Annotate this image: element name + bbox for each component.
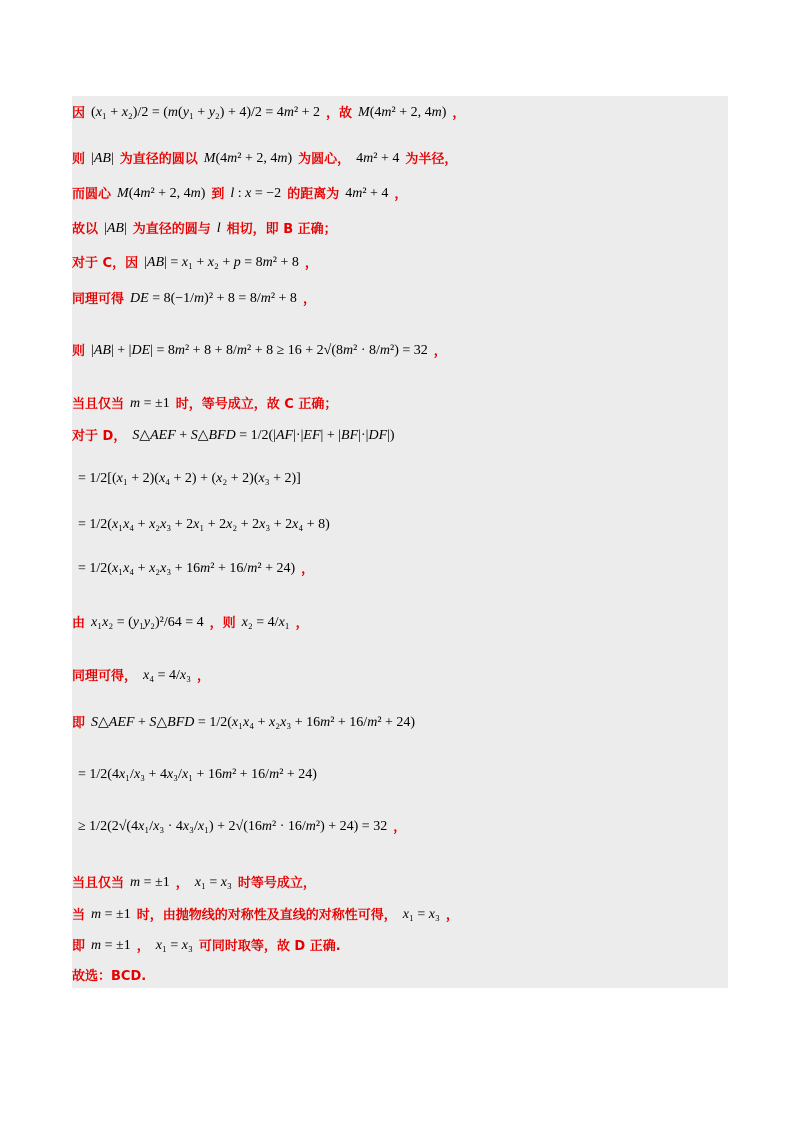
math-expression: x₁x₂ = (y₁y₂)²/64 = 4	[91, 615, 204, 630]
solution-text: 相切，即 B 正确；	[226, 221, 337, 237]
solution-text: 时，等号成立，故 C 正确；	[175, 396, 338, 412]
math-expression: x₁ = x₃	[402, 907, 440, 922]
line-9	[72, 429, 401, 443]
solution-text: ，	[197, 668, 211, 684]
line-19	[72, 908, 459, 922]
solution-text: 为直径的圆与	[132, 221, 211, 237]
solution-text: 当	[72, 907, 86, 923]
solution-text: 当且仅当	[72, 396, 125, 412]
line-11	[72, 518, 336, 532]
math-expression: |AB| + |DE| = 8m² + 8 + 8/m² + 8 ≥ 16 + 2√(8m² · 8/m²) = 32	[91, 343, 428, 358]
math-expression: = 1/2[(x₁ + 2)(x₄ + 2) + (x₂ + 2)(x₃ + 2)]	[78, 471, 301, 486]
math-expression: 4m² + 4	[356, 151, 400, 166]
math-expression: 4m² + 4	[345, 186, 389, 201]
solution-text: 到	[211, 186, 225, 202]
solution-text: 同理可得，	[72, 668, 138, 684]
line-7	[72, 344, 447, 358]
math-expression: l : x = −2	[230, 186, 282, 201]
solution-text: 故选：BCD.	[72, 969, 147, 984]
line-8	[72, 397, 337, 411]
solution-text: 则	[72, 343, 86, 359]
math-expression: S△AEF + S△BFD = 1/2(|AF|·|EF| + |BF|·|DF|)	[132, 428, 395, 443]
solution-text: 的距离为	[287, 186, 340, 202]
solution-text: ，	[445, 907, 459, 923]
math-expression: m = ±1	[130, 396, 170, 411]
line-2	[72, 152, 457, 166]
solution-text: ，则	[209, 615, 236, 631]
solution-text: 为直径的圆以	[119, 151, 198, 167]
line-15	[72, 716, 421, 730]
solution-text: ，	[433, 343, 447, 359]
math-expression: x₁ = x₃	[194, 875, 232, 890]
line-14	[72, 669, 210, 683]
line-17	[72, 820, 406, 834]
math-expression: (x₁ + x₂)/2 = (m(y₁ + y₂) + 4)/2 = 4m² + 2	[91, 105, 321, 120]
math-expression: = 1/2(4x₁/x₃ + 4x₃/x₁ + 16m² + 16/m² + 24)	[78, 767, 317, 782]
math-expression: m = ±1	[91, 907, 131, 922]
solution-text: 对于 C，因	[72, 255, 139, 271]
solution-text: ，	[302, 291, 316, 307]
line-10	[72, 472, 307, 486]
math-expression: m = ±1	[91, 938, 131, 953]
line-16	[72, 768, 323, 782]
solution-text: 即	[72, 715, 86, 731]
math-expression: = 1/2(x₁x₄ + x₂x₃ + 16m² + 16/m² + 24)	[78, 561, 296, 576]
solution-text: 对于 D，	[72, 428, 127, 444]
solution-text: 时，由抛物线的对称性及直线的对称性可得，	[136, 907, 397, 923]
solution-text: ，	[304, 255, 318, 271]
math-expression: x₂ = 4/x₁	[241, 615, 290, 630]
math-expression: |AB|	[91, 151, 114, 166]
math-expression: M(4m² + 2, 4m)	[117, 186, 206, 201]
line-20	[72, 939, 341, 953]
solution-text: 为圆心，	[298, 151, 351, 167]
solution-text: ，	[393, 819, 407, 835]
line-1	[72, 106, 465, 120]
line-21	[72, 970, 146, 983]
line-18	[72, 876, 316, 890]
math-expression: l	[216, 221, 221, 236]
solution-text: 可同时取等，故 D 正确.	[198, 938, 341, 954]
math-expression: x₄ = 4/x₃	[143, 668, 192, 683]
math-expression: |AB| = x₁ + x₂ + p = 8m² + 8	[144, 255, 299, 270]
math-expression: m = ±1	[130, 875, 170, 890]
solution-text: ，	[295, 615, 309, 631]
solution-text: 因	[72, 105, 86, 121]
solution-text: ，	[394, 186, 408, 202]
solution-text: ，	[175, 875, 189, 891]
solution-text: 则	[72, 151, 86, 167]
solution-text: 故以	[72, 221, 99, 237]
line-5	[72, 256, 318, 270]
solution-text: 时等号成立，	[237, 875, 316, 891]
math-expression: DE = 8(−1/m)² + 8 = 8/m² + 8	[130, 291, 297, 306]
line-3	[72, 187, 407, 201]
solution-text: 当且仅当	[72, 875, 125, 891]
math-expression: |AB|	[104, 221, 127, 236]
math-expression: S△AEF + S△BFD = 1/2(x₁x₄ + x₂x₃ + 16m² + 16/m² + 24)	[91, 715, 416, 730]
solution-text: ，故	[326, 105, 353, 121]
solution-text: 而圆心	[72, 186, 112, 202]
line-13	[72, 616, 309, 630]
solution-text: 由	[72, 615, 86, 631]
math-expression: = 1/2(x₁x₄ + x₂x₃ + 2x₁ + 2x₂ + 2x₃ + 2x₄ + 8)	[78, 517, 330, 532]
solution-text: 即	[72, 938, 86, 954]
math-expression: x₁ = x₃	[155, 938, 193, 953]
solution-text: 同理可得	[72, 291, 125, 307]
solution-text: ，	[301, 561, 315, 577]
math-expression: M(4m² + 2, 4m)	[203, 151, 293, 166]
line-4	[72, 222, 337, 236]
math-expression: M(4m² + 2, 4m)	[358, 105, 447, 120]
line-12	[72, 562, 314, 576]
math-expression: ≥ 1/2(2√(4x₁/x₃ · 4x₃/x₁) + 2√(16m² · 16/m²) + 24) = 32	[78, 819, 388, 834]
solution-text: 为半径，	[405, 151, 458, 167]
solution-text: ，	[452, 105, 466, 121]
solution-content	[72, 96, 728, 988]
solution-text: ，	[136, 938, 150, 954]
line-6	[72, 292, 316, 306]
